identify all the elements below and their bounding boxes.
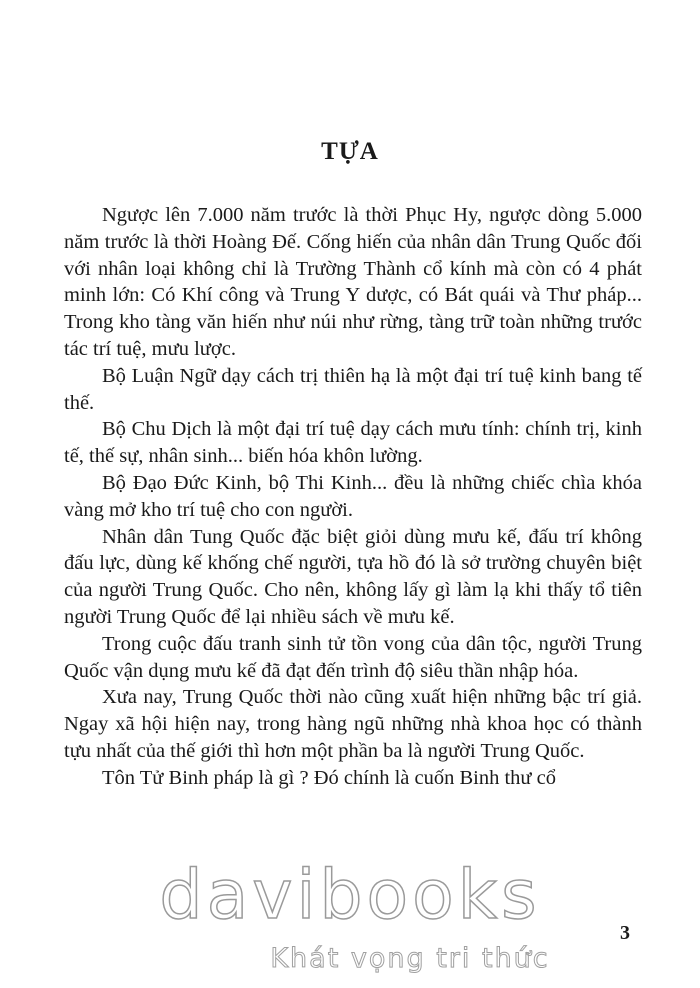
paragraph: Bộ Đạo Đức Kinh, bộ Thi Kinh... đều là những chiếc chìa khóa vàng mở kho trí tuệ cho con người.	[64, 471, 642, 521]
page-title: TỰA	[321, 138, 379, 165]
body-text	[64, 202, 642, 792]
paragraph: Bộ Luận Ngữ dạy cách trị thiên hạ là một đại trí tuệ kinh bang tế thế.	[64, 364, 642, 414]
paragraph: Bộ Chu Dịch là một đại trí tuệ dạy cách mưu tính: chính trị, kinh tế, thế sự, nhân sinh... biến hóa khôn lường.	[64, 418, 642, 468]
paragraph: Xưa nay, Trung Quốc thời nào cũng xuất hiện những bậc trí giả. Ngay xã hội hiện nay, trong hàng ngũ những nhà khoa học có thành tựu nhất của thế giới thì hơn một phần ba là người Trung Quốc.	[64, 686, 642, 762]
paragraph: Ngược lên 7.000 năm trước là thời Phục Hy, ngược dòng 5.000 năm trước là thời Hoàng Đế. Cống hiến của nhân dân Trung Quốc đối với nhân loại không chỉ là Trường Thành cổ kính mà còn có 4 phát minh lớn: Có Khí công và Trung Y dược, có Bát quái và Thư pháp... Trong kho tàng văn hiến như núi như rừng, tàng trữ toàn những trước tác trí tuệ, mưu lược.	[64, 204, 642, 360]
paragraph: Nhân dân Tung Quốc đặc biệt giỏi dùng mưu kế, đấu trí không đấu lực, dùng kế khống chế người, tựa hồ đó là sở trường chuyên biệt của người Trung Quốc. Cho nên, không lấy gì làm lạ khi thấy tổ tiên người Trung Quốc để lại nhiều sách về mưu kế.	[64, 525, 642, 628]
paragraph: Tôn Tử Binh pháp là gì ? Đó chính là cuốn Binh thư cổ	[102, 766, 556, 789]
paragraph: Trong cuộc đấu tranh sinh tử tồn vong của dân tộc, người Trung Quốc vận dụng mưu kế đã đạt đến trình độ siêu thần nhập hóa.	[64, 632, 642, 682]
watermark-tagline: Khát vọng tri thức	[270, 943, 550, 974]
watermark-brand: davibooks	[159, 856, 541, 935]
page-number: 3	[620, 922, 630, 944]
